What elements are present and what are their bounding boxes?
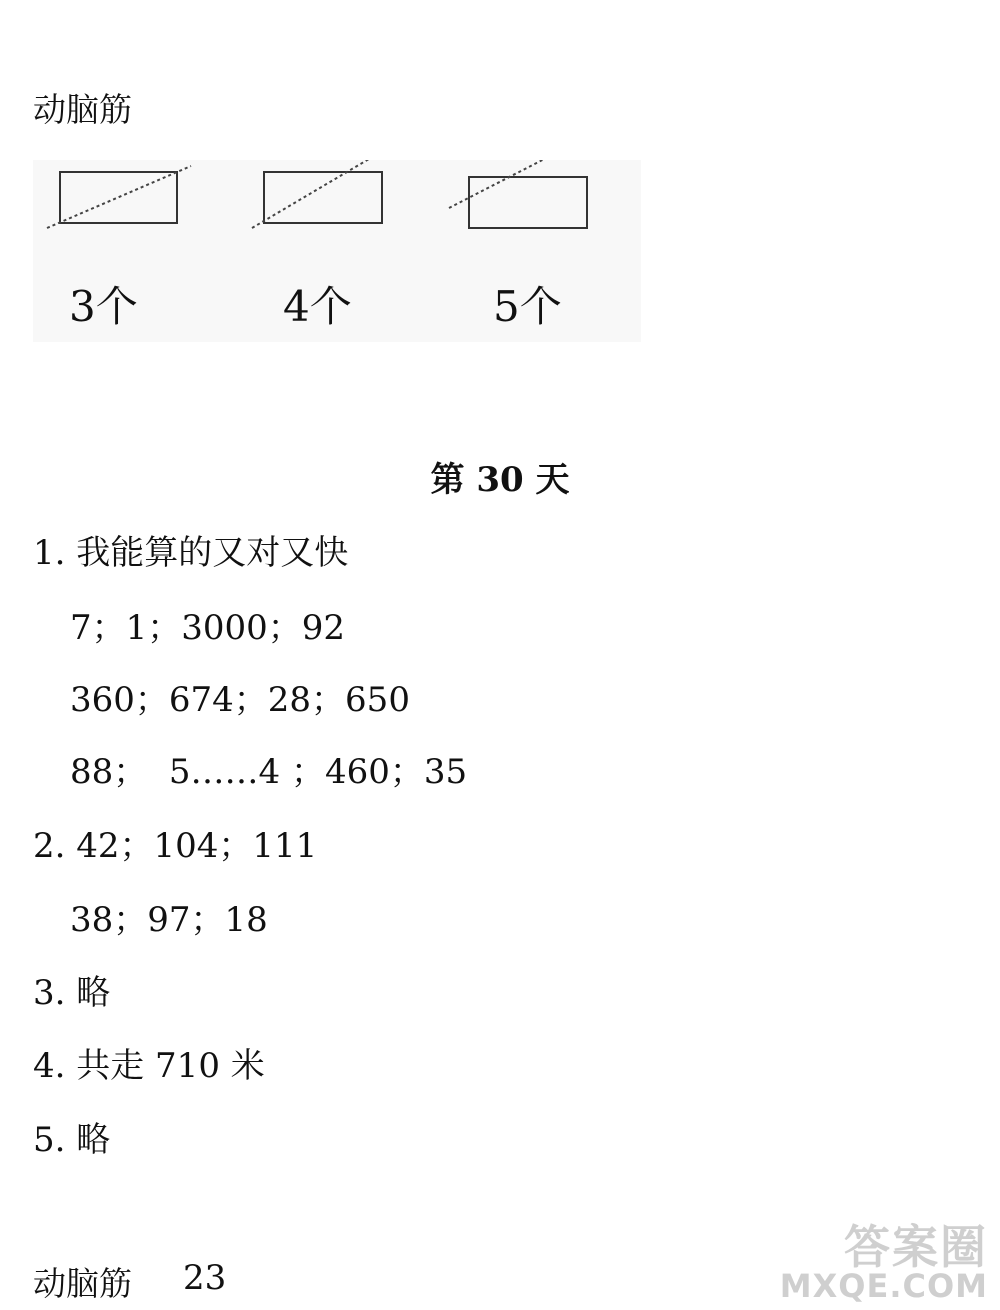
count-label-1: 3个 <box>69 282 138 331</box>
question-1-line-1: 7；1；3000；92 <box>70 608 346 648</box>
footer-number: 23 <box>183 1258 227 1298</box>
rectangle-cut-figure <box>33 160 641 342</box>
question-2-line-1: 2. 42；104；111 <box>33 826 318 866</box>
watermark-bottom-text: MXQE.COM <box>779 1267 988 1305</box>
day-title: 第 30 天 <box>430 460 570 500</box>
dotted-cut-line-1 <box>47 166 191 228</box>
dotted-cut-line-2 <box>252 160 374 228</box>
question-5: 5. 略 <box>33 1120 111 1160</box>
count-label-2: 4个 <box>283 282 352 331</box>
count-label-3: 5个 <box>493 282 562 331</box>
question-1-line-2: 360；674；28；650 <box>70 680 410 720</box>
question-1-title: 1. 我能算的又对又快 <box>33 533 349 573</box>
section-heading: 动脑筋 <box>33 90 132 129</box>
rectangle-3 <box>469 177 587 228</box>
footer-heading: 动脑筋 <box>33 1264 132 1303</box>
question-1-line-3: 88； 5……4 ；460；35 <box>70 752 468 792</box>
question-4: 4. 共走 710 米 <box>33 1046 265 1086</box>
dotted-cut-line-3 <box>449 160 554 208</box>
question-3: 3. 略 <box>33 973 111 1013</box>
watermark-top-text: 答案圈 <box>844 1220 988 1274</box>
watermark <box>779 1220 988 1305</box>
rectangle-2 <box>264 172 382 223</box>
question-2-line-2: 38；97；18 <box>70 900 268 940</box>
